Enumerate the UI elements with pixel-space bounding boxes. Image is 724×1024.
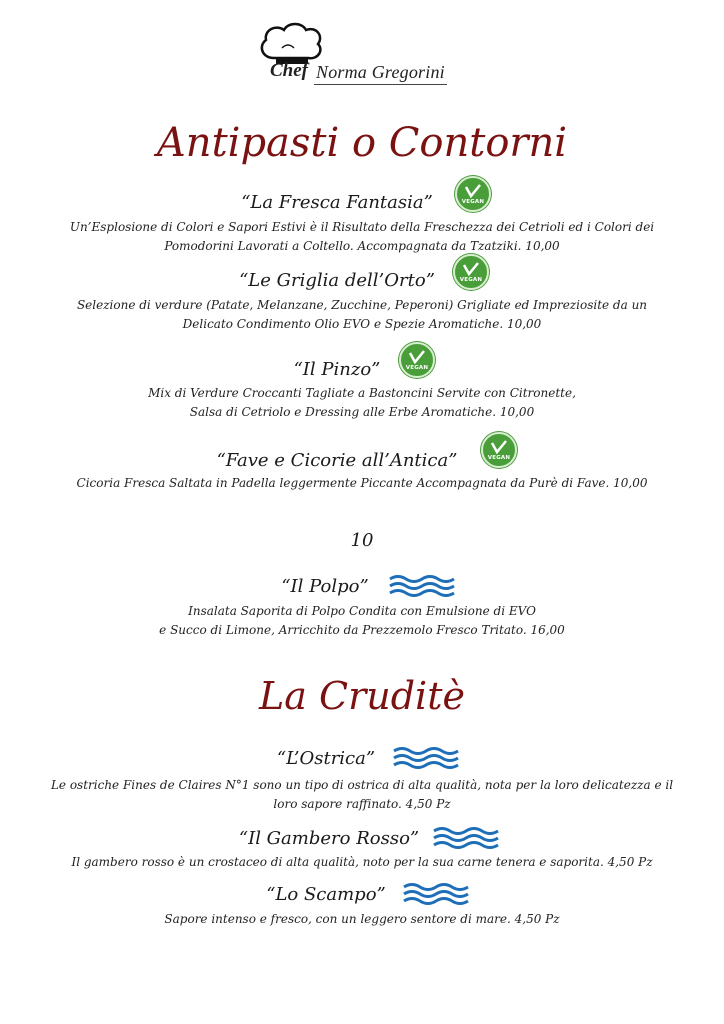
vegan-icon bbox=[481, 432, 517, 468]
item-desc-line: Delicato Condimento Olio EVO e Spezie Aromatiche. 10,00 bbox=[182, 317, 542, 331]
chef-logo bbox=[256, 18, 476, 88]
item-title-gambero bbox=[0, 828, 724, 849]
vegan-label: VEGAN bbox=[487, 455, 511, 461]
section-title-antipasti: Antipasti o Contorni bbox=[156, 120, 568, 166]
item-desc-fresca bbox=[20, 218, 704, 256]
item-title-pinzo bbox=[0, 359, 724, 380]
item-desc-line: Cicoria Fresca Saltata in Padella leggermente Piccante Accompagnata da Purè di Fave. 10,00 bbox=[76, 476, 648, 490]
loose-number: 10 bbox=[350, 530, 374, 551]
sea-waves-icon bbox=[388, 574, 456, 598]
logo-chef-word: Chef bbox=[270, 60, 308, 81]
vegan-icon bbox=[399, 342, 435, 378]
vegan-label: VEGAN bbox=[405, 365, 429, 371]
item-desc-line: loro sapore raffinato. 4,50 Pz bbox=[273, 797, 451, 811]
item-title-ostrica bbox=[0, 748, 724, 769]
item-title-text: “La Fresca Fantasia” bbox=[241, 192, 433, 213]
item-title-text: “Il Pinzo” bbox=[293, 359, 381, 380]
item-desc-ostrica bbox=[20, 776, 704, 814]
item-desc-line: Un’Esplosione di Colori e Sapori Estivi è il Risultato della Freschezza dei Cetrioli ed i Colori dei bbox=[69, 220, 655, 234]
item-desc-polpo bbox=[20, 602, 704, 640]
item-title-text: “Il Polpo” bbox=[281, 576, 369, 597]
item-desc-gambero bbox=[20, 853, 704, 872]
vegan-icon bbox=[453, 254, 489, 290]
item-desc-line: Le ostriche Fines de Claires N°1 sono un tipo di ostrica di alta qualità, nota per la loro delicatezza e il bbox=[50, 778, 674, 792]
sea-waves-icon bbox=[432, 826, 500, 850]
item-desc-line: e Succo di Limone, Arricchito da Prezzemolo Fresco Tritato. 16,00 bbox=[159, 623, 565, 637]
item-title-fave bbox=[0, 450, 724, 471]
item-title-text: “Il Gambero Rosso” bbox=[238, 828, 420, 849]
item-title-griglia bbox=[0, 270, 724, 291]
item-desc-scampo bbox=[20, 910, 704, 929]
sea-waves-icon bbox=[402, 882, 470, 906]
logo-chef-name: Norma Gregorini bbox=[314, 62, 447, 85]
item-desc-griglia bbox=[20, 296, 704, 334]
item-title-text: “Fave e Cicorie all’Antica” bbox=[216, 450, 458, 471]
item-title-text: “Le Griglia dell’Orto” bbox=[239, 270, 435, 291]
sea-waves-icon bbox=[392, 746, 460, 770]
vegan-label: VEGAN bbox=[461, 199, 485, 205]
item-title-text: “Lo Scampo” bbox=[266, 884, 386, 905]
item-desc-line: Selezione di verdure (Patate, Melanzane, Zucchine, Peperoni) Grigliate ed Impreziosite da un bbox=[76, 298, 648, 312]
item-desc-line: Pomodorini Lavorati a Coltello. Accompagnata da Tzatziki. 10,00 bbox=[164, 239, 560, 253]
item-desc-line: Sapore intenso e fresco, con un leggero sentore di mare. 4,50 Pz bbox=[164, 912, 560, 926]
item-title-fresca bbox=[0, 192, 724, 213]
item-desc-fave bbox=[20, 474, 704, 493]
item-desc-line: Salsa di Cetriolo e Dressing alle Erbe Aromatiche. 10,00 bbox=[189, 405, 535, 419]
item-desc-pinzo bbox=[20, 384, 704, 422]
item-desc-line: Mix di Verdure Croccanti Tagliate a Bastoncini Servite con Citronette, bbox=[148, 386, 576, 400]
item-desc-line: Il gambero rosso è un crostaceo di alta qualità, noto per la sua carne tenera e saporita. 4,50 Pz bbox=[71, 855, 653, 869]
item-title-polpo bbox=[0, 576, 724, 597]
item-title-scampo bbox=[0, 884, 724, 905]
item-desc-line: Insalata Saporita di Polpo Condita con Emulsione di EVO bbox=[188, 604, 536, 618]
vegan-label: VEGAN bbox=[459, 277, 483, 283]
section-title-crudite: La Cruditè bbox=[259, 674, 465, 718]
vegan-icon bbox=[455, 176, 491, 212]
item-title-text: “L’Ostrica” bbox=[276, 748, 376, 769]
